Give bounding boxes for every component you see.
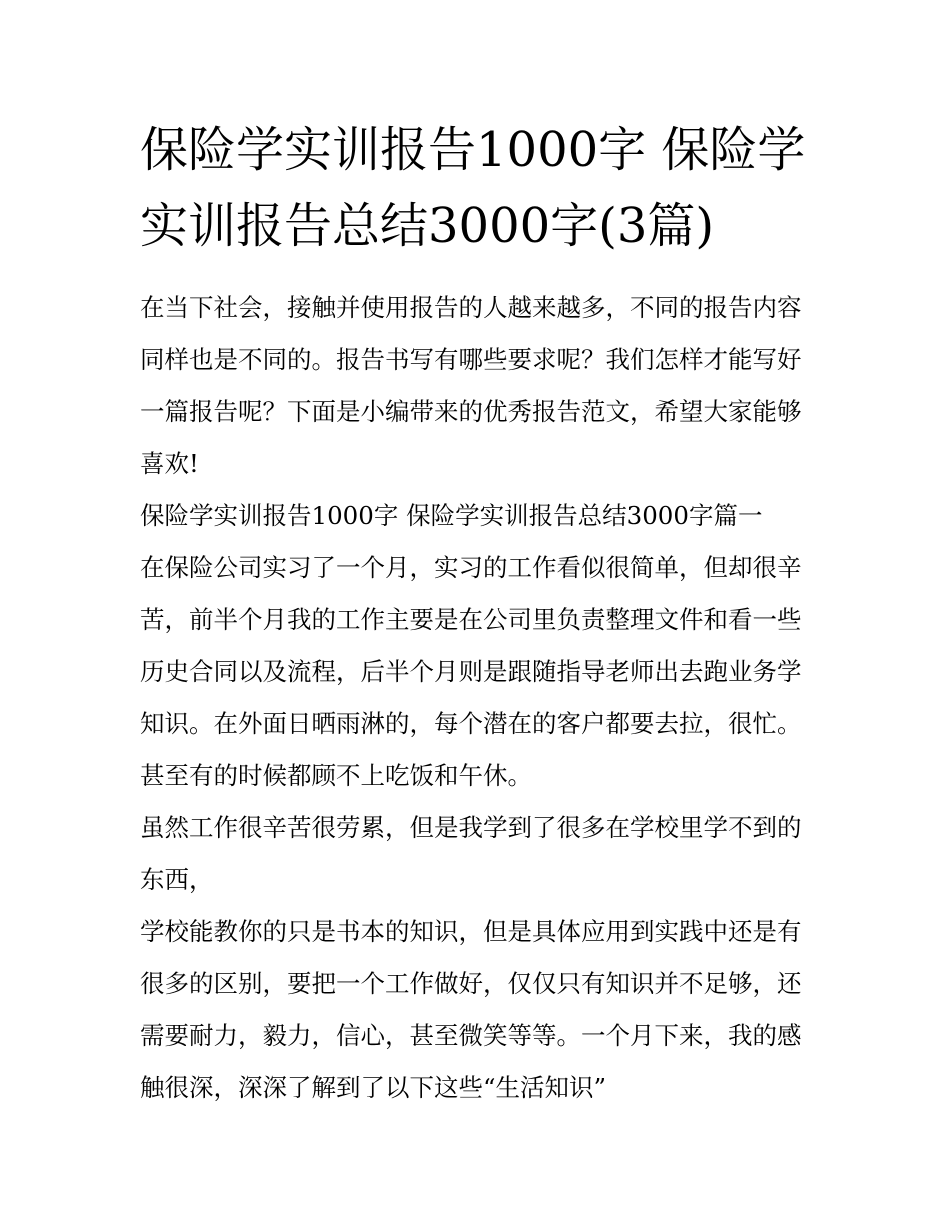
section-heading: 保险学实训报告1000字 保险学实训报告总结3000字篇一 [140, 501, 763, 530]
body-paragraph-3: 学校能教你的只是书本的知识，但是具体应用到实践中还是有很多的区别，要把一个工作做好，仅仅只有知识并不足够，还需要耐力，毅力，信心，甚至微笑等等。一个月下来，我的感触很深，深深了解到了以下这些“生活知识” [140, 917, 802, 1102]
body-paragraph-1: 在保险公司实习了一个月，实习的工作看似很简单，但却很辛苦，前半个月我的工作主要是在公司里负责整理文件和看一些历史合同以及流程，后半个月则是跟随指导老师出去跑业务学知识。在外面日晒雨淋的，每个潜在的客户都要去拉，很忙。甚至有的时候都顾不上吃饭和午休。 [140, 553, 802, 790]
document-page [140, 112, 820, 1114]
body-paragraph-2: 虽然工作很辛苦很劳累，但是我学到了很多在学校里学不到的东西， [140, 813, 802, 894]
intro-paragraph: 在当下社会，接触并使用报告的人越来越多，不同的报告内容同样也是不同的。报告书写有哪些要求呢？我们怎样才能写好一篇报告呢？下面是小编带来的优秀报告范文，希望大家能够喜欢! [140, 293, 802, 478]
document-title: 保险学实训报告1000字 保险学实训报告总结3000字(3篇) [140, 122, 806, 254]
